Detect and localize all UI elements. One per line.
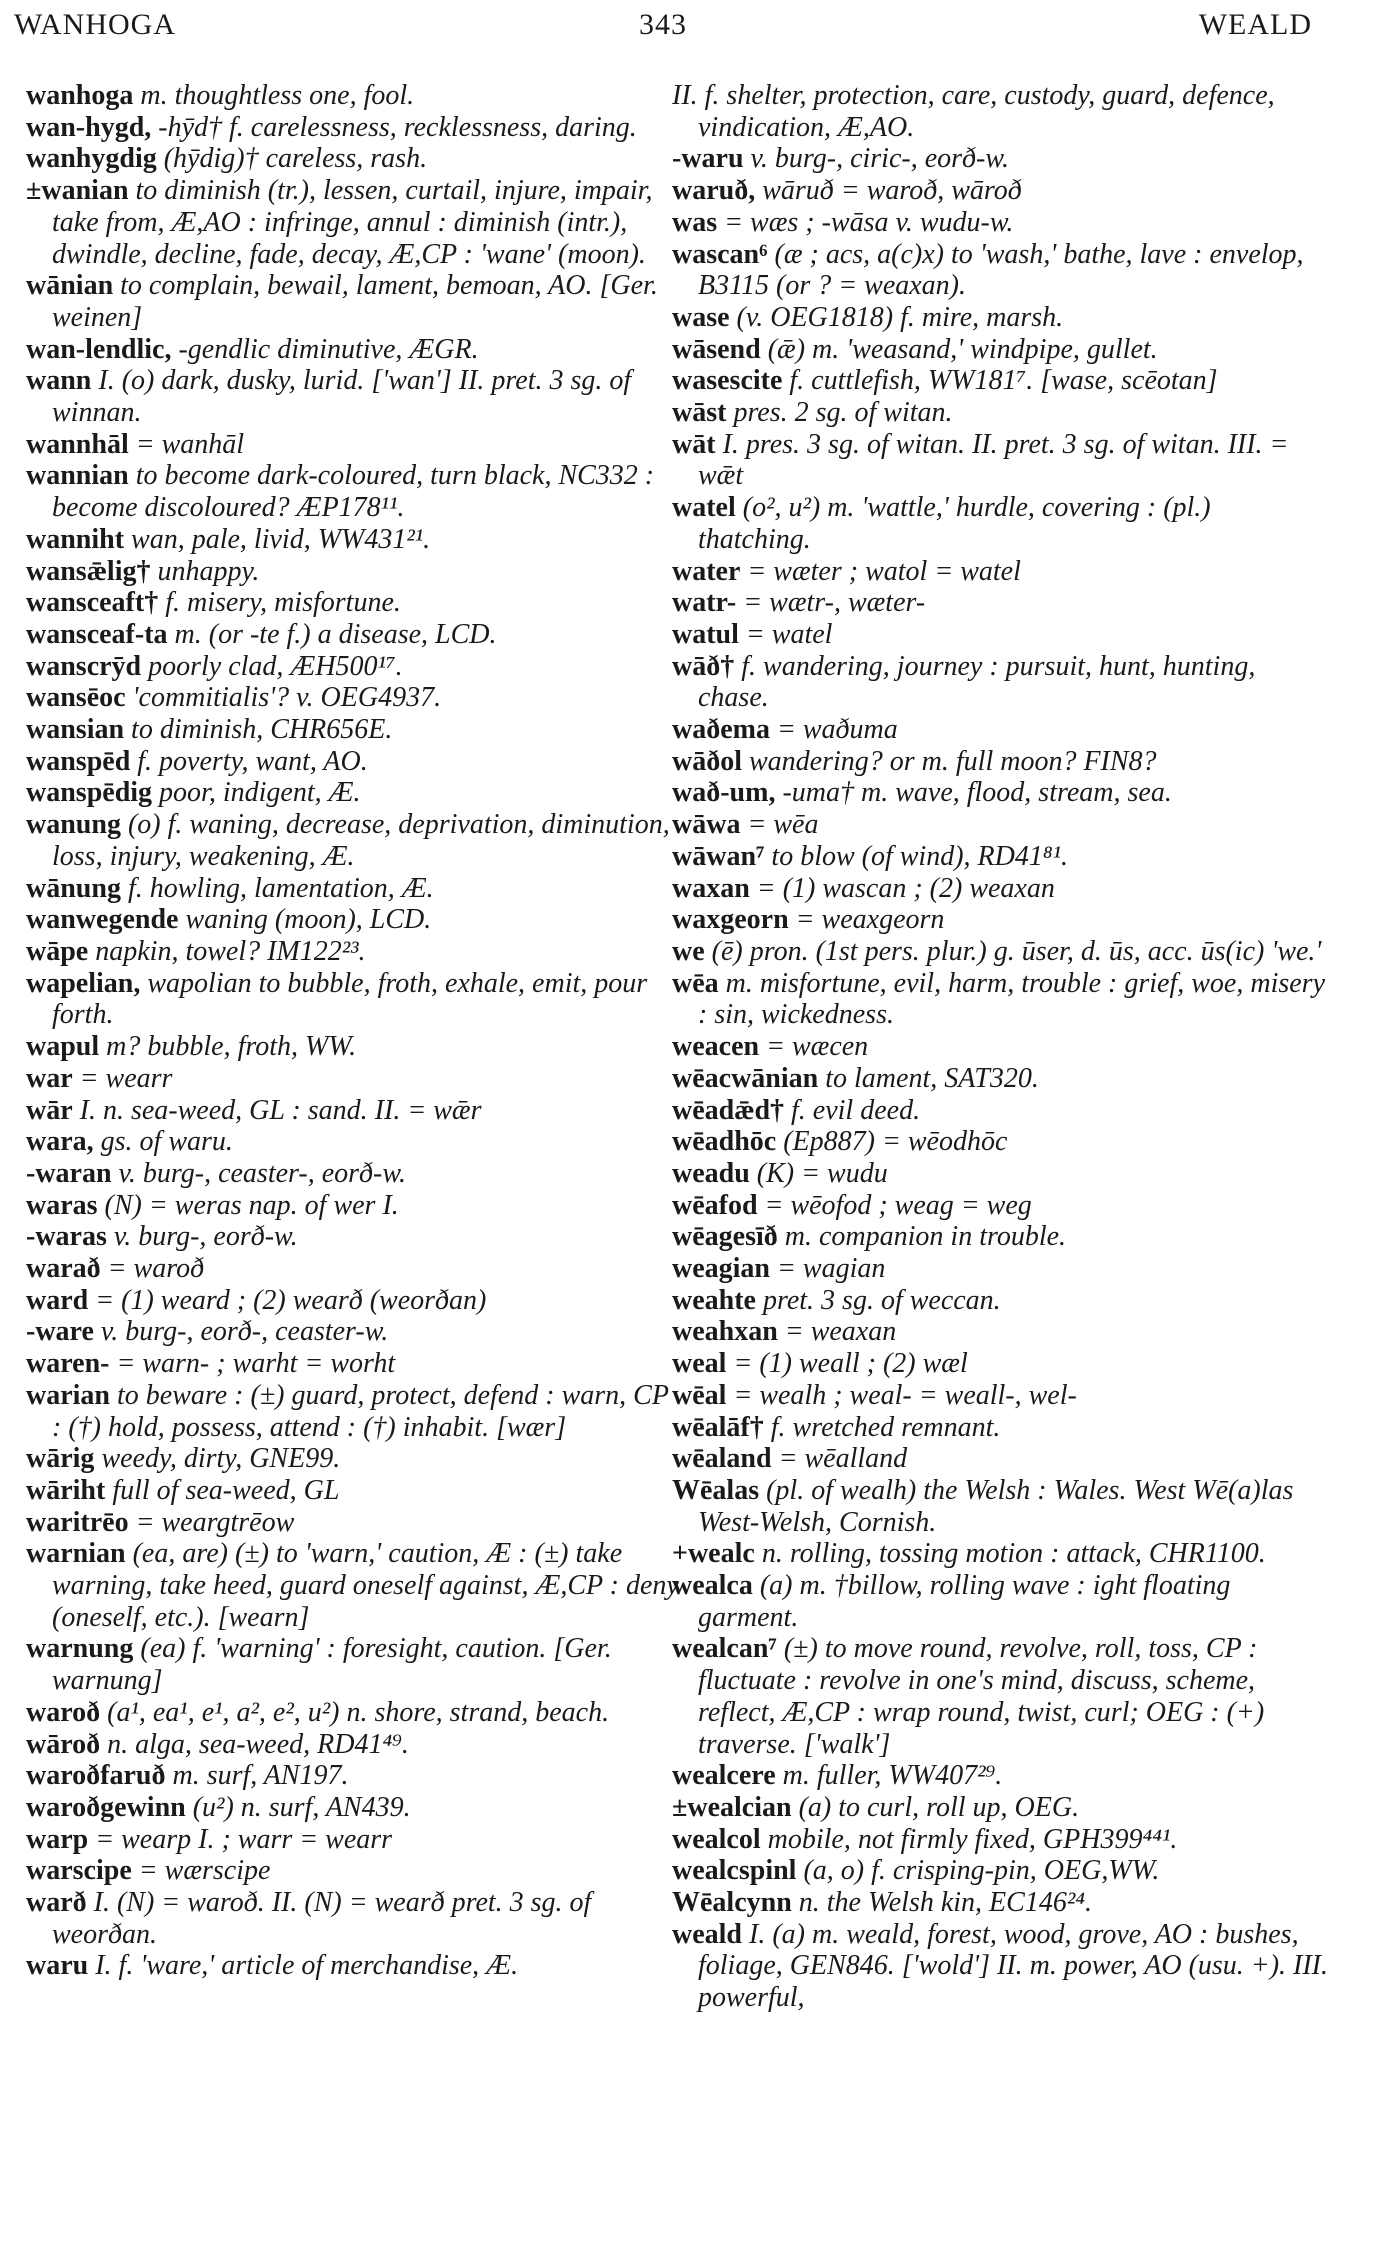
definition: v. burg-, eorð-w. (113, 1221, 298, 1253)
entry (26, 1063, 682, 1095)
definition: full of sea-weed, GL (112, 1474, 340, 1506)
definition: weedy, dirty, GNE99. (101, 1443, 341, 1475)
entry (672, 1253, 1328, 1285)
entry (26, 1633, 682, 1696)
left-column (26, 80, 682, 1982)
entry (26, 587, 682, 619)
entry (672, 1570, 1328, 1633)
entry (672, 1158, 1328, 1190)
entry (672, 1855, 1328, 1887)
headword: wealcan⁷ (672, 1633, 777, 1665)
definition: f. wretched remnant. (770, 1411, 1001, 1443)
entry (26, 143, 682, 175)
headword: +wealc (672, 1538, 755, 1570)
definition: I. (o) dark, dusky, lurid. ['wan'] II. pret. 3 sg. of winnan. (52, 365, 632, 429)
entry (672, 1412, 1328, 1444)
headword: ±wealcian (672, 1791, 792, 1823)
definition: = wearr (79, 1062, 173, 1094)
headword: wasescite (672, 365, 783, 397)
definition: (o², u²) m. 'wattle,' hurdle, covering : (pl.) thatching. (698, 492, 1211, 555)
entry (672, 1538, 1328, 1570)
definition: (a) m. †billow, rolling wave : ight floating garment. (698, 1570, 1231, 1633)
headword: wapelian, (26, 967, 141, 999)
right-column (672, 80, 1328, 2014)
headword: wāð† (672, 650, 735, 682)
entry (26, 365, 682, 428)
headword: wanspēd (26, 745, 131, 777)
definition: = weaxan (784, 1316, 897, 1348)
definition: f. evil deed. (791, 1094, 921, 1126)
definition: I. f. 'ware,' article of merchandise, Æ. (95, 1950, 519, 1982)
entry (26, 1729, 682, 1761)
headword: wēadǣd† (672, 1094, 785, 1126)
definition: f. howling, lamentation, Æ. (127, 872, 434, 904)
headword: wansceaft† (26, 587, 159, 619)
headword: wan-lendlic, (26, 333, 172, 365)
headword: watel (672, 492, 736, 524)
definition: = (1) weall ; (2) wæl (733, 1348, 968, 1380)
headword: wascan⁶ (672, 238, 768, 270)
headword: wēagesīð (672, 1221, 778, 1253)
headword: watr- (672, 587, 737, 619)
definition: f. poverty, want, AO. (137, 745, 368, 777)
definition: napkin, towel? IM122²³. (95, 935, 366, 967)
entry (672, 1887, 1328, 1919)
definition: (a) to curl, roll up, OEG. (798, 1791, 1080, 1823)
definition: n. the Welsh kin, EC146²⁴. (798, 1887, 1092, 1919)
definition: (hȳdig)† careless, rash. (163, 143, 428, 175)
definition: = wanhāl (135, 428, 245, 460)
entry (26, 651, 682, 683)
entry (672, 397, 1328, 429)
entry (672, 1475, 1328, 1538)
entry (672, 714, 1328, 746)
headword: weal (672, 1348, 727, 1380)
headword: wealcspinl (672, 1855, 797, 1887)
entry (26, 1190, 682, 1222)
entry (672, 207, 1328, 239)
headword: waren- (26, 1348, 110, 1380)
headword: wārig (26, 1443, 95, 1475)
definition: to complain, bewail, lament, bemoan, AO. [Ger. weinen] (52, 270, 658, 333)
headword: ±wanian (26, 175, 129, 207)
entry (672, 809, 1328, 841)
entry (672, 556, 1328, 588)
headword: weahte (672, 1284, 756, 1316)
headword: wāpe (26, 935, 89, 967)
headword: warian (26, 1379, 110, 1411)
entry (26, 80, 682, 112)
headword: warð (26, 1887, 87, 1919)
definition: gs. of waru. (100, 1126, 233, 1158)
definition: 'commitialis'? v. OEG4937. (132, 682, 442, 714)
entry (26, 1760, 682, 1792)
definition: = weaxgeorn (795, 904, 945, 936)
headword: wan-hygd, (26, 111, 152, 143)
definition: to lament, SAT320. (825, 1062, 1039, 1094)
definition: (N) = weras nap. of wer I. (104, 1189, 399, 1221)
definition: v. burg-, ceaster-, eorð-w. (118, 1157, 406, 1189)
definition: (a¹, ea¹, e¹, a², e², u²) n. shore, strand, beach. (107, 1696, 610, 1728)
headword: warað (26, 1253, 101, 1285)
definition: = wēalland (778, 1443, 908, 1475)
headword: we (672, 935, 705, 967)
headword: wealcol (672, 1823, 761, 1855)
entry (26, 1031, 682, 1063)
entry (26, 746, 682, 778)
definition: m. companion in trouble. (784, 1221, 1067, 1253)
definition: m. misfortune, evil, harm, trouble : grief, woe, misery : sin, wickedness. (698, 967, 1325, 1031)
entry (26, 1158, 682, 1190)
definition: f. cuttlefish, WW181⁷. [wase, scēotan] (789, 365, 1218, 397)
entry (672, 1190, 1328, 1222)
definition: II. f. shelter, protection, care, custody, guard, defence, vindication, Æ,AO. (672, 80, 1275, 143)
definition: = wæter ; watol = watel (747, 555, 1021, 587)
headword: wāsend (672, 333, 761, 365)
definition: m. thoughtless one, fool. (140, 80, 415, 111)
headword: wansǣlig† (26, 555, 151, 587)
entry (672, 1792, 1328, 1824)
entry (26, 270, 682, 333)
entry (26, 1824, 682, 1856)
definition: m? bubble, froth, WW. (106, 1031, 357, 1063)
definition: = wærscipe (138, 1855, 271, 1887)
definition: wandering? or m. full moon? FIN8? (749, 745, 1157, 777)
headword: wealcere (672, 1760, 776, 1792)
headword: waxgeorn (672, 904, 789, 936)
entry (26, 1221, 682, 1253)
entry (26, 1095, 682, 1127)
entry (672, 239, 1328, 302)
definition: = wealh ; weal- = weall-, wel- (733, 1379, 1077, 1411)
entry (672, 1221, 1328, 1253)
definition: = waðuma (776, 714, 898, 746)
entry (26, 1126, 682, 1158)
headword: ward (26, 1284, 89, 1316)
entry (672, 175, 1328, 207)
entry (672, 1126, 1328, 1158)
entry (672, 1031, 1328, 1063)
entry (26, 1792, 682, 1824)
headword: wara, (26, 1126, 94, 1158)
entry (26, 1475, 682, 1507)
entry (26, 1348, 682, 1380)
definition: poor, indigent, Æ. (159, 777, 361, 809)
entry (26, 334, 682, 366)
entry (672, 619, 1328, 651)
headword: Wēalcynn (672, 1887, 792, 1919)
entry (26, 1887, 682, 1950)
headword: weald (672, 1918, 742, 1950)
entry (26, 460, 682, 523)
entry (26, 429, 682, 461)
entry (672, 587, 1328, 619)
entry (672, 429, 1328, 492)
headword: warnung (26, 1633, 134, 1665)
entry (672, 1760, 1328, 1792)
definition: = wætr-, wæter- (743, 587, 926, 619)
definition: wapolian to bubble, froth, exhale, emit, pour forth. (52, 967, 648, 1031)
headword: waroð (26, 1696, 101, 1728)
headword: -waran (26, 1157, 112, 1189)
entry (672, 1316, 1328, 1348)
entry (672, 1633, 1328, 1760)
definition: to diminish (tr.), lessen, curtail, injure, impair, take from, Æ,AO : infringe, annul : diminish (intr.), dwindle, decline, fade, decay, Æ,CP : 'wane' (moon). (52, 175, 653, 270)
headword: wað-um, (672, 777, 776, 809)
definition: m. fuller, WW407²⁹. (782, 1760, 1003, 1792)
headword: wealca (672, 1570, 753, 1602)
headword: weadu (672, 1157, 750, 1189)
headword: -waru (672, 143, 744, 175)
entry (672, 777, 1328, 809)
definition: (u²) n. surf, AN439. (192, 1791, 411, 1823)
entry (672, 968, 1328, 1031)
entry (26, 714, 682, 746)
definition: = wēofod ; weag = weg (764, 1189, 1032, 1221)
headword: wēal (672, 1379, 727, 1411)
headword: waruð, (672, 175, 756, 207)
headword: wann (26, 365, 92, 397)
definition: v. burg-, eorð-, ceaster-w. (100, 1316, 389, 1348)
entry (672, 651, 1328, 714)
headword: warnian (26, 1538, 126, 1570)
definition: I. (a) m. weald, forest, wood, grove, AO : bushes, foliage, GEN846. ['wold'] II. m. power, AO (usu. +). III. powerful, (698, 1918, 1328, 2014)
headword: waroðgewinn (26, 1791, 186, 1823)
definition: = (1) weard ; (2) wearð (weorðan) (95, 1284, 487, 1316)
definition: I. pres. 3 sg. of witan. II. pret. 3 sg. of witan. III. = wǣt (698, 428, 1289, 492)
definition: = wearp I. ; warr = wearr (95, 1823, 393, 1855)
headword: wēa (672, 967, 719, 999)
headword: wēacwānian (672, 1062, 819, 1094)
headword: waroðfaruð (26, 1760, 166, 1792)
headword: wēalāf† (672, 1411, 764, 1443)
definition: = wæs ; -wāsa v. wudu-w. (724, 206, 1014, 238)
entry (26, 682, 682, 714)
definition: = (1) wascan ; (2) weaxan (756, 872, 1055, 904)
headword: wār (26, 1094, 73, 1126)
headword: weahxan (672, 1316, 778, 1348)
entry (672, 1919, 1328, 2014)
headword: wannhāl (26, 428, 129, 460)
entry (26, 1316, 682, 1348)
headword: waritrēo (26, 1506, 129, 1538)
entry (26, 1538, 682, 1633)
entry (26, 1380, 682, 1443)
entry (26, 777, 682, 809)
headword: wēadhōc (672, 1126, 777, 1158)
definition: (ē) pron. (1st pers. plur.) g. ūser, d. ūs, acc. ūs(ic) 'we.' (711, 935, 1322, 967)
definition: (pl. of wealh) the Welsh : Wales. West Wē(a)las West-Welsh, Cornish. (698, 1474, 1294, 1538)
definition: = watel (745, 618, 833, 650)
definition: n. alga, sea-weed, RD41⁴⁹. (107, 1728, 409, 1760)
definition: = weargtrēow (135, 1506, 295, 1538)
entry (672, 1063, 1328, 1095)
definition: to become dark-coloured, turn black, NC332 : become discoloured? ÆP178¹¹. (52, 460, 655, 524)
definition: = wagian (777, 1253, 886, 1285)
entry (672, 936, 1328, 968)
headword: waðema (672, 714, 770, 746)
definition: wan, pale, livid, WW431²¹. (131, 523, 431, 555)
entry (672, 1348, 1328, 1380)
definition: (ǣ) m. 'weasand,' windpipe, gullet. (767, 333, 1158, 365)
definition: f. misery, misfortune. (165, 587, 401, 619)
entry (672, 746, 1328, 778)
entry (26, 1697, 682, 1729)
definition: m. surf, AN197. (172, 1760, 349, 1792)
headword: wannian (26, 460, 129, 492)
entry (672, 143, 1328, 175)
entry (26, 809, 682, 872)
definition: (ea) f. 'warning' : foresight, caution. [Ger. warnung] (52, 1633, 612, 1697)
headword: warscipe (26, 1855, 132, 1887)
entry (26, 556, 682, 588)
entry (672, 1285, 1328, 1317)
definition: (K) = wudu (756, 1157, 888, 1189)
entry (26, 175, 682, 270)
headword: waras (26, 1189, 98, 1221)
definition: -gendlic diminutive, ÆGR. (178, 333, 479, 365)
definition: I. (N) = waroð. II. (N) = wearð pret. 3 sg. of weorðan. (52, 1887, 592, 1950)
entry (672, 1095, 1328, 1127)
entry (672, 1824, 1328, 1856)
headword: wāt (672, 428, 716, 460)
page-header (14, 8, 1312, 48)
headword: was (672, 206, 718, 238)
definition: m. (or -te f.) a disease, LCD. (174, 618, 497, 650)
entry (672, 873, 1328, 905)
headword: wanscrȳd (26, 650, 142, 682)
headword: wāwan⁷ (672, 840, 765, 872)
headword: wase (672, 301, 730, 333)
entry (672, 1380, 1328, 1412)
entry (672, 302, 1328, 334)
definition: to diminish, CHR656E. (131, 714, 393, 746)
definition: to blow (of wind), RD41⁸¹. (771, 840, 1068, 872)
definition: (o) f. waning, decrease, deprivation, diminution, loss, injury, weakening, Æ. (52, 809, 670, 872)
definition: I. n. sea-weed, GL : sand. II. = wǣr (79, 1094, 482, 1126)
definition: = wæcen (766, 1031, 869, 1063)
headword: wānian (26, 270, 114, 302)
entry (672, 334, 1328, 366)
definition: -uma† m. wave, flood, stream, sea. (782, 777, 1172, 809)
entry (26, 904, 682, 936)
definition: = waroð (107, 1253, 205, 1285)
definition: v. burg-, ciric-, eorð-w. (750, 143, 1009, 175)
entry (672, 80, 1328, 143)
entry (26, 524, 682, 556)
headword: Wēalas (672, 1474, 760, 1506)
entry (672, 492, 1328, 555)
headword: wēafod (672, 1189, 758, 1221)
headword: wāwa (672, 809, 741, 841)
headword: wanhygdig (26, 143, 157, 175)
headword: weacen (672, 1031, 760, 1063)
definition: to beware : (±) guard, protect, defend : warn, CP : (†) hold, possess, attend : (†) inhabit. [wær] (52, 1379, 669, 1443)
headword: wanhoga (26, 80, 134, 111)
headword: wansēoc (26, 682, 126, 714)
headword: waxan (672, 872, 750, 904)
running-head-left: WANHOGA (14, 8, 176, 41)
definition: pret. 3 sg. of weccan. (762, 1284, 1001, 1316)
headword: wānung (26, 872, 121, 904)
definition: (æ ; acs, a(c)x) to 'wash,' bathe, lave : envelop, B3115 (or ? = weaxan). (698, 238, 1304, 302)
headword: warp (26, 1823, 89, 1855)
headword: weagian (672, 1253, 770, 1285)
definition: waning (moon), LCD. (185, 904, 432, 936)
definition: (ea, are) (±) to 'warn,' caution, Æ : (±) take warning, take heed, guard oneself against, Æ,CP : deny (oneself, etc.). [wearn] (52, 1538, 679, 1633)
definition: pres. 2 sg. of witan. (733, 397, 953, 429)
headword: wapul (26, 1031, 100, 1063)
definition: (v. OEG1818) f. mire, marsh. (736, 301, 1064, 333)
definition: mobile, not firmly fixed, GPH399⁴⁴¹. (767, 1823, 1178, 1855)
definition: poorly clad, ÆH500¹⁷. (148, 650, 403, 682)
headword: water (672, 555, 741, 587)
headword: watul (672, 618, 739, 650)
entry (672, 1443, 1328, 1475)
definition: wāruð = waroð, wāroð (762, 175, 1022, 207)
definition: n. rolling, tossing motion : attack, CHR1100. (761, 1538, 1266, 1570)
entry (26, 1443, 682, 1475)
entry (26, 968, 682, 1031)
headword: wāst (672, 397, 727, 429)
entry (26, 936, 682, 968)
entry (672, 365, 1328, 397)
headword: wanniht (26, 523, 125, 555)
definition: -hȳd† f. carelessness, recklessness, daring. (158, 111, 637, 143)
headword: wanspēdig (26, 777, 153, 809)
definition: (±) to move round, revolve, roll, toss, CP : fluctuate : revolve in one's mind, discuss, scheme, reflect, Æ,CP : wrap round, twist, curl; OEG : (+) traverse. ['walk'] (698, 1633, 1265, 1760)
headword: waru (26, 1950, 89, 1982)
headword: -waras (26, 1221, 107, 1253)
running-head-right: WEALD (1198, 8, 1312, 41)
headword: wanwegende (26, 904, 179, 936)
entry (26, 1253, 682, 1285)
definition: = wēa (747, 809, 819, 841)
headword: wansceaf-ta (26, 618, 168, 650)
headword: wāroð (26, 1728, 101, 1760)
entry (26, 1950, 682, 1982)
headword: wanung (26, 809, 121, 841)
definition: (a, o) f. crisping-pin, OEG,WW. (803, 1855, 1160, 1887)
headword: wāðol (672, 745, 742, 777)
entry (672, 904, 1328, 936)
definition: unhappy. (157, 555, 260, 587)
headword: war (26, 1062, 73, 1094)
headword: wāriht (26, 1474, 106, 1506)
entry (26, 112, 682, 144)
definition: (Ep887) = wēodhōc (783, 1126, 1008, 1158)
entry (26, 1507, 682, 1539)
definition: f. wandering, journey : pursuit, hunt, hunting, chase. (698, 650, 1256, 714)
entry (26, 619, 682, 651)
headword: -ware (26, 1316, 94, 1348)
headword: wēaland (672, 1443, 772, 1475)
definition: = warn- ; warht = worht (116, 1348, 396, 1380)
entry (26, 1285, 682, 1317)
entry (26, 1855, 682, 1887)
entry (26, 873, 682, 905)
entry (672, 841, 1328, 873)
headword: wansian (26, 714, 125, 746)
page-number: 343 (639, 8, 687, 41)
